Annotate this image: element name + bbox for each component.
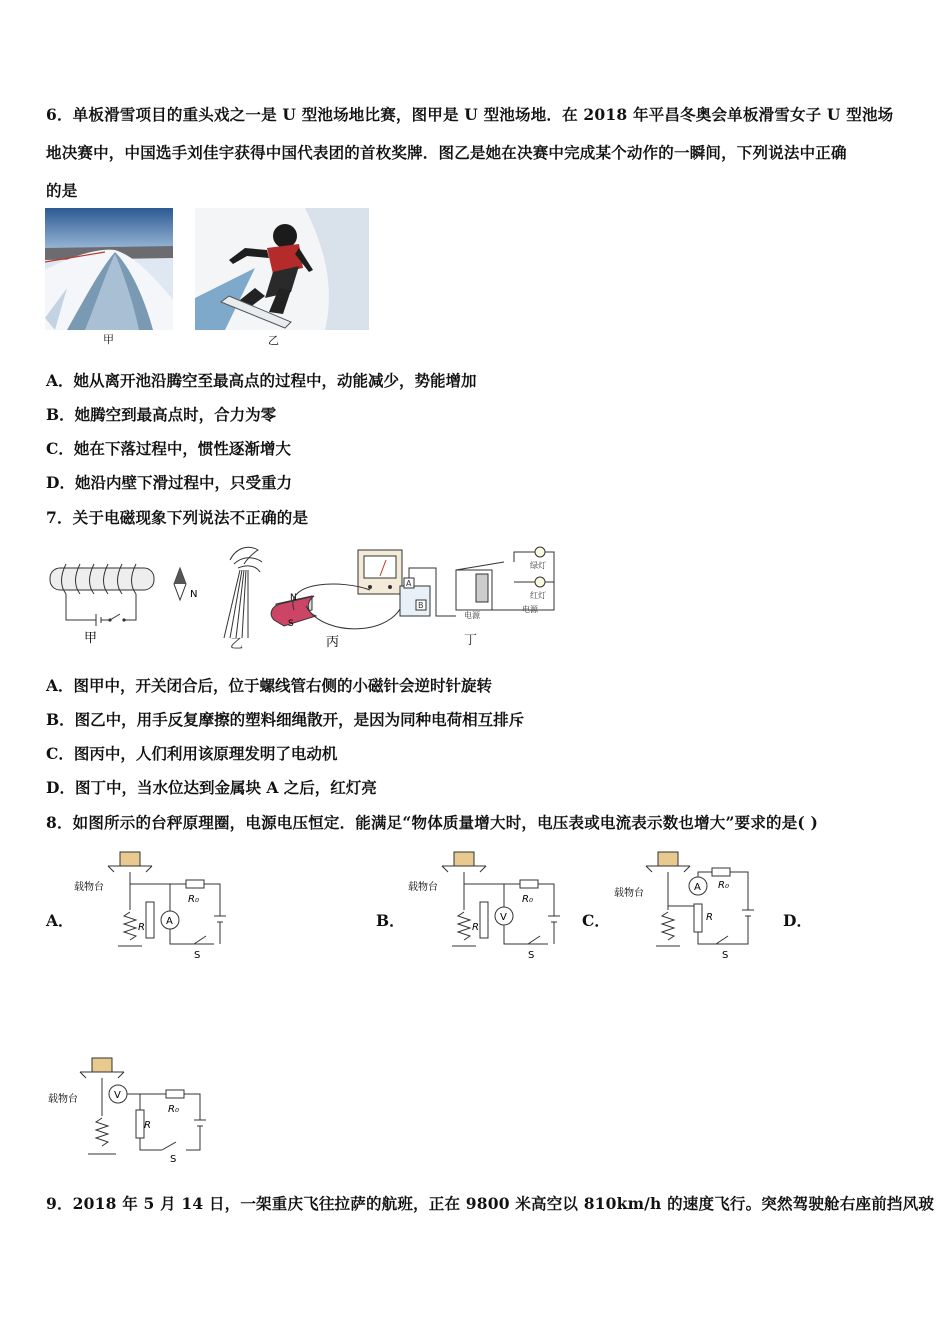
- r-label-b: R: [472, 922, 479, 933]
- q6-option-b[interactable]: B．她腾空到最高点时，合力为零: [46, 405, 277, 424]
- magnet-n-label: N: [290, 593, 297, 603]
- fig-label-yi: 乙: [268, 334, 279, 347]
- switch-label-c: S: [722, 950, 729, 961]
- circuit-a: [74, 850, 240, 962]
- electrode-b-label: B: [418, 601, 424, 610]
- fig-label-jia-7: 甲: [84, 631, 98, 646]
- q8-option-b[interactable]: B．: [376, 911, 405, 930]
- q7-option-c[interactable]: C．图丙中，人们利用该原理发明了电动机: [46, 744, 338, 763]
- q6-option-c[interactable]: C．她在下落过程中，惯性逐渐增大: [46, 439, 291, 458]
- fig-label-bing: 丙: [326, 635, 340, 650]
- q7-option-b[interactable]: B．图乙中，用手反复摩擦的塑料细绳散开，是因为同种电荷相互排斥: [46, 710, 525, 729]
- platform-label-c: 载物台: [614, 888, 644, 899]
- electromagnetism-figures: [44, 540, 564, 652]
- r-label-d: R: [144, 1120, 151, 1131]
- compass-n-label: N: [190, 589, 198, 600]
- fig-label-yi-7: 乙: [230, 637, 244, 652]
- r0-label-c: R₀: [718, 880, 729, 891]
- fig-label-jia: 甲: [103, 333, 114, 346]
- magnet-s-label: S: [288, 619, 294, 629]
- q8-option-a[interactable]: A．: [46, 911, 74, 930]
- platform-label-b: 载物台: [408, 882, 438, 893]
- green-light-label: 绿灯: [530, 561, 546, 570]
- q6-option-a[interactable]: A．她从离开池沿腾空至最高点的过程中，动能减少，势能增加: [46, 371, 477, 390]
- platform-label-a: 载物台: [74, 882, 104, 893]
- switch-label-a: S: [194, 950, 201, 961]
- power-label-1: 电源: [464, 611, 480, 620]
- fig-label-ding: 丁: [464, 633, 478, 648]
- q8-option-d[interactable]: D．: [783, 911, 812, 930]
- q6-stem-line1: 6．单板滑雪项目的重头戏之一是 U 型池场地比赛，图甲是 U 型池场地．在 2018 年平昌冬奥会单板滑雪女子 U 型池场: [46, 105, 894, 124]
- r0-label-b: R₀: [522, 894, 533, 905]
- r-label-a: R: [138, 922, 145, 933]
- solenoid-figure: [50, 564, 197, 646]
- halfpipe-photo: [45, 208, 173, 330]
- q9-stem-line1: 9．2018 年 5 月 14 日，一架重庆飞往拉萨的航班，正在 9800 米高空以 810km/h 的速度飞行。突然驾驶舱右座前挡风玻: [46, 1194, 935, 1213]
- circuit-c: [612, 850, 778, 962]
- r0-label-d: R₀: [168, 1104, 179, 1115]
- electrode-a-label: A: [406, 579, 412, 588]
- q8-option-c[interactable]: C．: [582, 911, 610, 930]
- power-label-2: 电源: [522, 605, 538, 614]
- q7-stem: 7．关于电磁现象下列说法不正确的是: [46, 508, 309, 527]
- ammeter-label-a: A: [166, 916, 173, 927]
- switch-label-d: S: [170, 1154, 177, 1165]
- q7-option-a[interactable]: A．图甲中，开关闭合后，位于螺线管右侧的小磁针会逆时针旋转: [46, 676, 493, 695]
- water-alarm-figure: [400, 547, 554, 648]
- r0-label-a: R₀: [188, 894, 199, 905]
- generator-figure: [271, 550, 404, 650]
- voltmeter-label-b: V: [500, 912, 507, 923]
- voltmeter-label-d: V: [114, 1090, 121, 1101]
- r-label-c: R: [706, 912, 713, 923]
- platform-label-d: 载物台: [48, 1094, 78, 1105]
- circuit-d: [44, 1056, 220, 1168]
- q7-option-d[interactable]: D．图丁中，当水位达到金属块 A 之后，红灯亮: [46, 778, 377, 797]
- circuit-b: [408, 850, 574, 962]
- rope-figure: [224, 547, 262, 652]
- red-light-label: 红灯: [530, 591, 546, 600]
- q6-option-d[interactable]: D．她沿内壁下滑过程中，只受重力: [46, 473, 292, 492]
- q8-stem: 8．如图所示的台秤原理圈，电源电压恒定．能满足“物体质量增大时，电压表或电流表示数也增大”要求的是( ): [46, 813, 819, 832]
- snowboarder-photo: [195, 208, 369, 330]
- ammeter-label-c: A: [694, 882, 701, 893]
- q6-stem-line3: 的是: [46, 181, 78, 200]
- switch-label-b: S: [528, 950, 535, 961]
- q6-stem-line2: 地决赛中，中国选手刘佳宇获得中国代表团的首枚奖牌．图乙是她在决赛中完成某个动作的一瞬间，下列说法中正确: [46, 143, 847, 162]
